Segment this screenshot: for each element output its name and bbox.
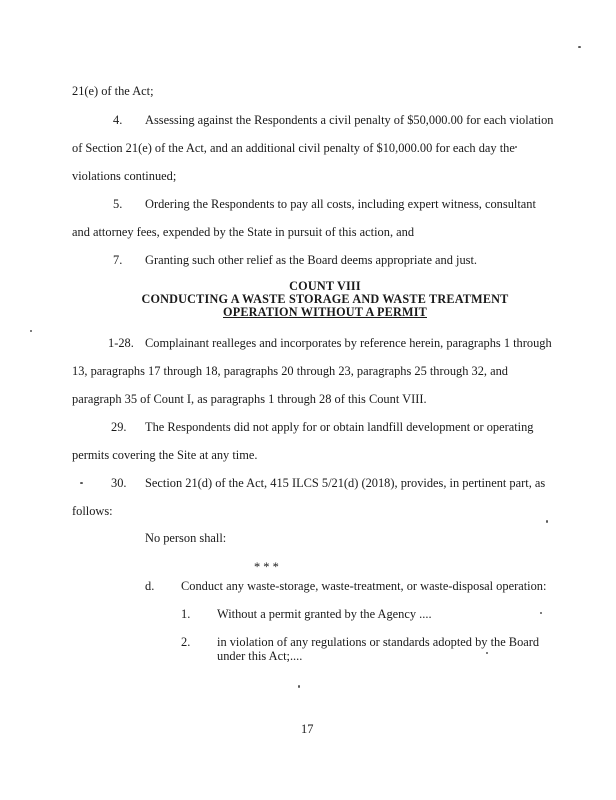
- item-number: 4.: [113, 113, 123, 127]
- top-line: 21(e) of the Act;: [72, 84, 154, 98]
- scan-speck: [540, 612, 542, 614]
- paragraph-number: 1-28.: [108, 336, 134, 350]
- item-text-line: and attorney fees, expended by the State in pursuit of this action, and: [72, 225, 415, 239]
- clause-letter: d.: [145, 579, 155, 593]
- paragraph-text-line: paragraph 35 of Count I, as paragraphs 1 through 28 of this Count VIII.: [72, 392, 427, 406]
- page-number: 17: [301, 722, 314, 736]
- paragraph-text-line: 13, paragraphs 17 through 18, paragraphs 20 through 23, paragraphs 25 through 32, and: [72, 364, 508, 378]
- paragraph-text-line: Complainant realleges and incorporates by reference herein, paragraphs 1 through: [145, 336, 552, 350]
- item-text-line: Ordering the Respondents to pay all costs, including expert witness, consultant: [145, 197, 536, 211]
- paragraph-text-line: follows:: [72, 504, 113, 518]
- quote-ellipsis: * * *: [254, 560, 279, 574]
- subitem-number: 1.: [181, 607, 191, 621]
- item-number: 7.: [113, 253, 123, 267]
- item-number: 5.: [113, 197, 123, 211]
- item-text-line: Assessing against the Respondents a civil penalty of $50,000.00 for each violation: [145, 113, 554, 127]
- subitem-number: 2.: [181, 635, 191, 649]
- clause-text: Conduct any waste-storage, waste-treatment, or waste-disposal operation:: [181, 579, 547, 593]
- subitem-text-line: under this Act;....: [217, 649, 303, 663]
- paragraph-text-line: permits covering the Site at any time.: [72, 448, 258, 462]
- paragraph-number: 29.: [111, 420, 127, 434]
- count-subtitle: CONDUCTING A WASTE STORAGE AND WASTE TREATMENT: [141, 292, 509, 306]
- subitem-text-line: Without a permit granted by the Agency ....: [217, 607, 432, 621]
- scan-speck: [486, 652, 488, 654]
- quote-intro: No person shall:: [145, 531, 227, 545]
- scan-speck: [546, 520, 548, 523]
- scan-speck: [298, 685, 300, 688]
- count-subtitle-underlined: OPERATION WITHOUT A PERMIT: [223, 305, 427, 319]
- paragraph-number: 30.: [111, 476, 127, 490]
- scan-speck: [30, 330, 32, 332]
- item-text-line: violations continued;: [72, 169, 177, 183]
- item-text-line: of Section 21(e) of the Act, and an additional civil penalty of $10,000.00 for each day the: [72, 141, 515, 155]
- scan-speck: [578, 46, 581, 48]
- item-text-line: Granting such other relief as the Board deems appropriate and just.: [145, 253, 478, 267]
- scan-speck: [515, 146, 517, 148]
- scan-speck: [80, 482, 83, 484]
- count-title: COUNT VIII: [289, 279, 361, 293]
- paragraph-text-line: The Respondents did not apply for or obtain landfill development or operating: [145, 420, 534, 434]
- paragraph-text-line: Section 21(d) of the Act, 415 ILCS 5/21(d) (2018), provides, in pertinent part, as: [145, 476, 546, 490]
- subitem-text-line: in violation of any regulations or standards adopted by the Board: [217, 635, 540, 649]
- count-subtitle-row: [60, 306, 590, 319]
